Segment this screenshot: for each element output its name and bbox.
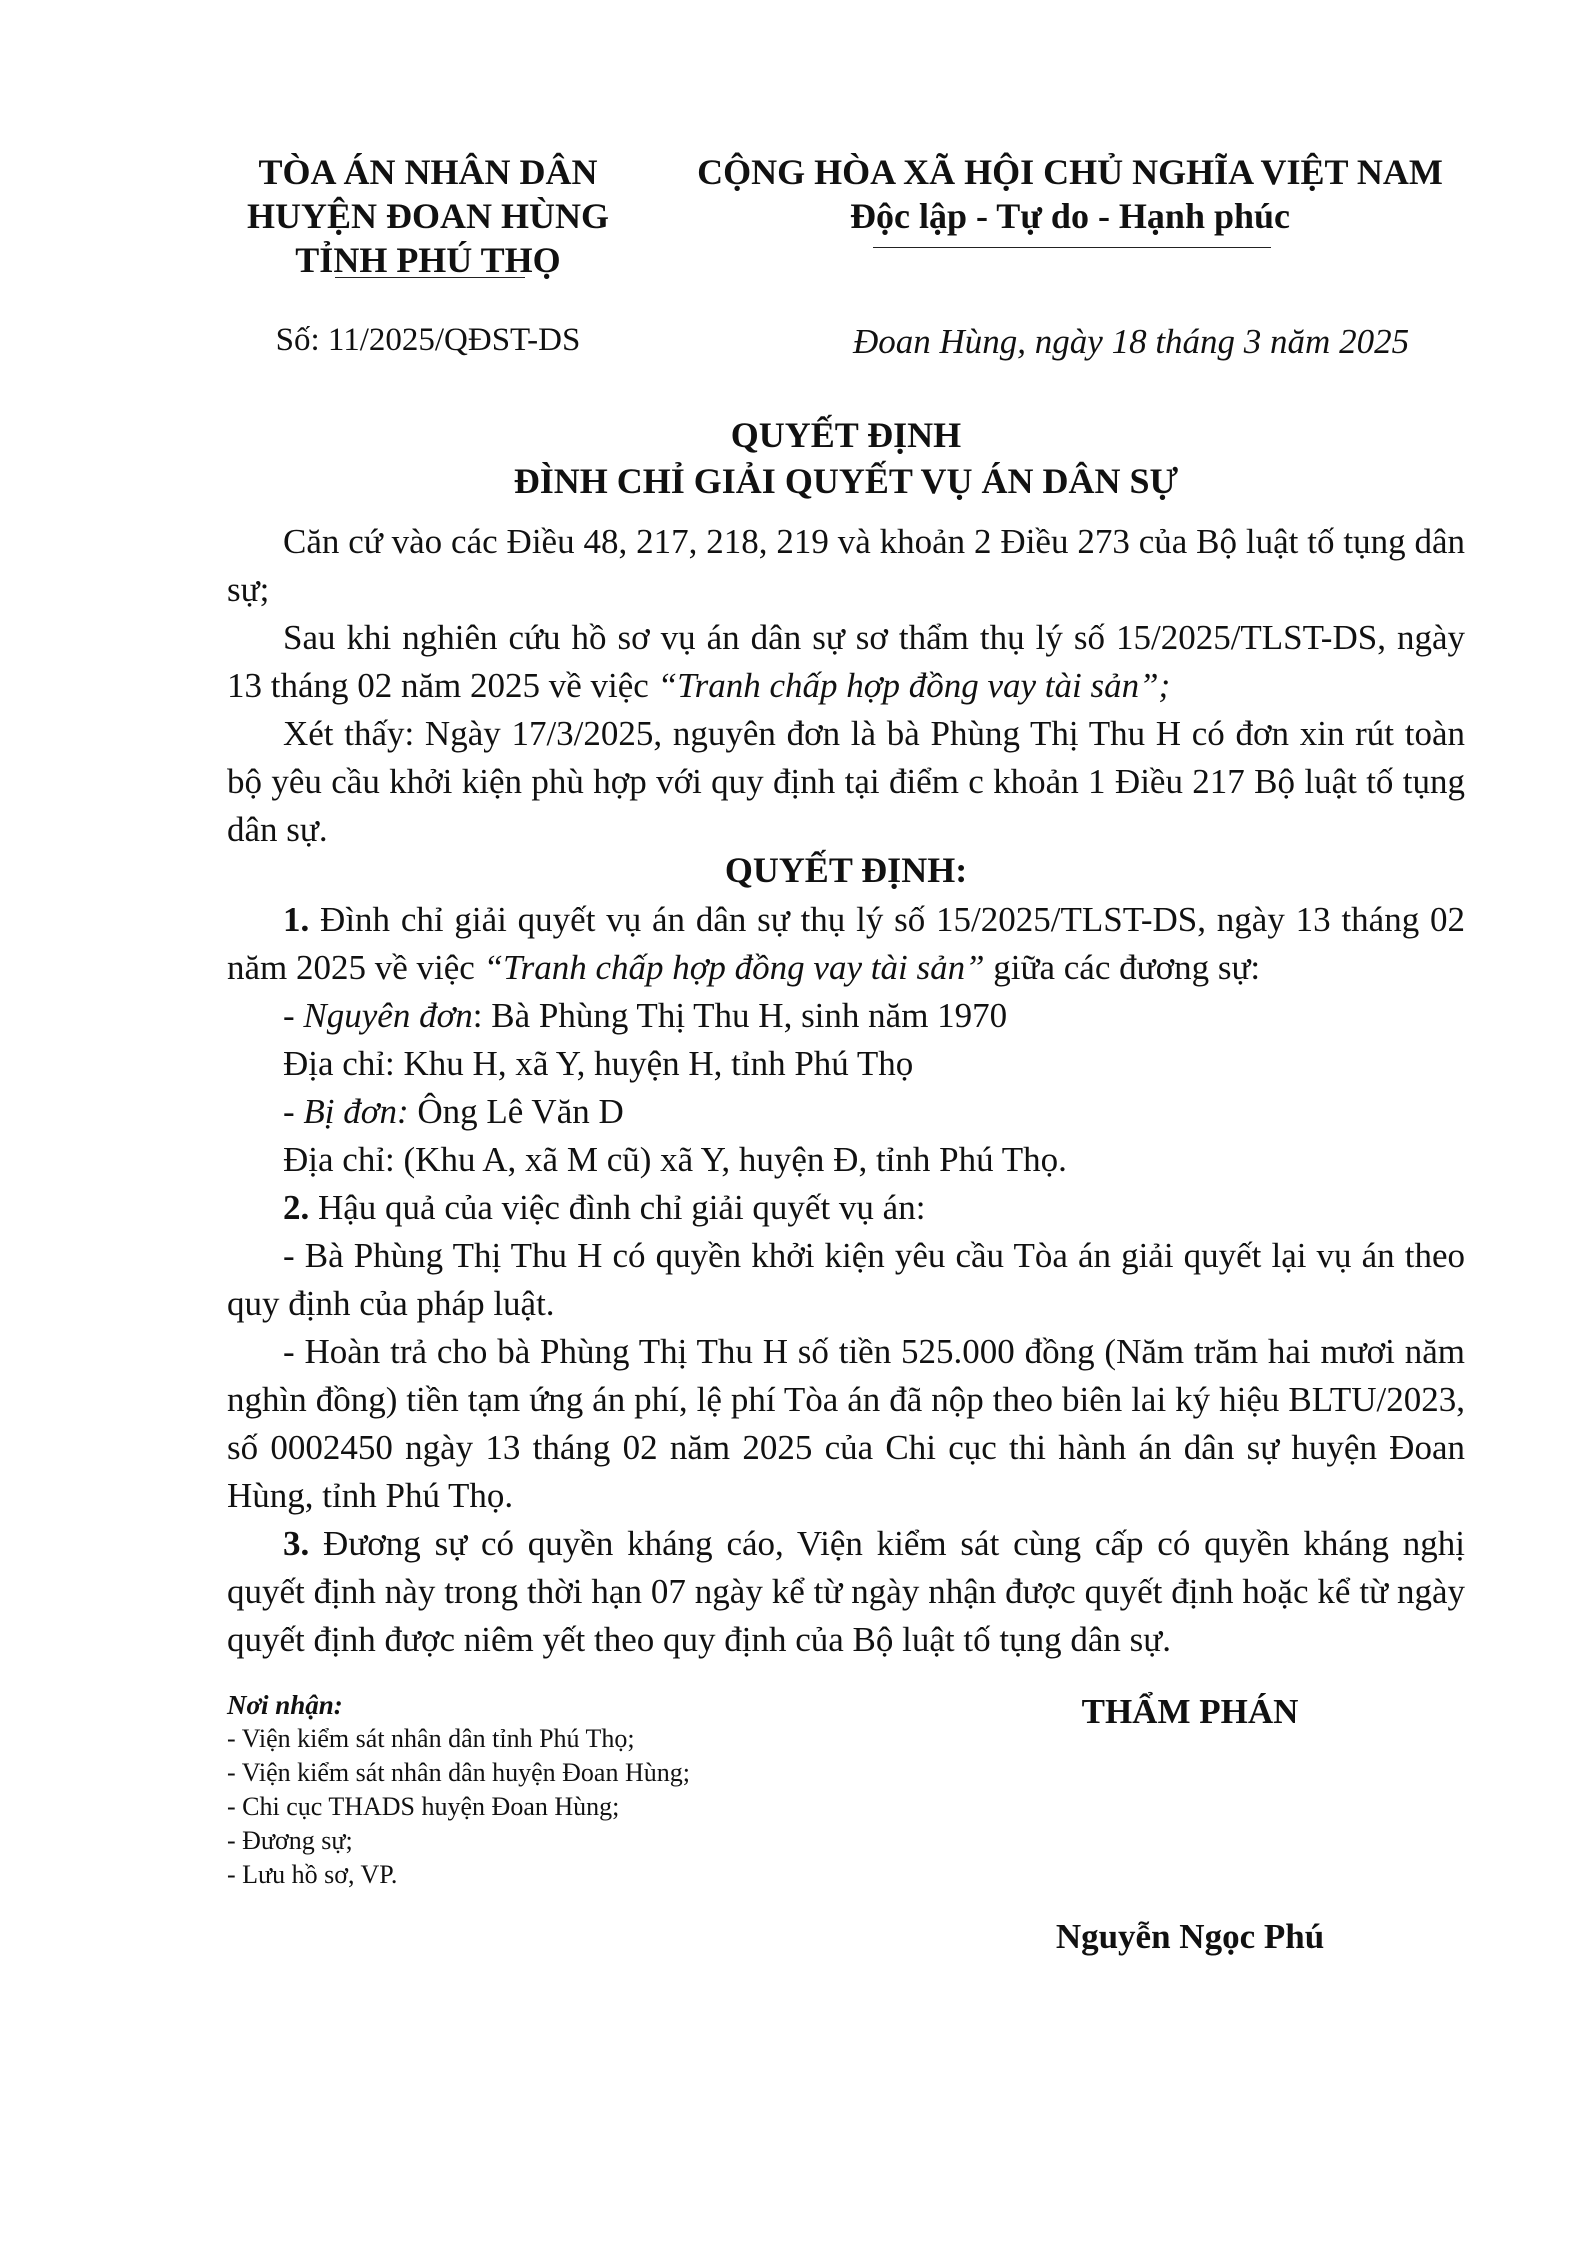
recipient-item: - Viện kiểm sát nhân dân tỉnh Phú Thọ; (227, 1724, 635, 1753)
decision-item-2 (227, 1184, 1465, 1232)
decision-item-1 (227, 896, 1465, 992)
item-3-text: Đương sự có quyền kháng cáo, Viện kiểm sát cùng cấp có quyền kháng nghị quyết định này trong thời hạn 07 ngày kể từ ngày nhận được quyết định hoặc kể từ ngày quyết định được niêm yết theo quy định của Bộ luật tố tụng dân sự. (227, 1524, 1465, 1659)
item-1-number: 1. (283, 900, 310, 939)
court-name-line-3: TỈNH PHÚ THỌ (295, 240, 561, 280)
preamble-legal-basis: Căn cứ vào các Điều 48, 217, 218, 219 và khoản 2 Điều 273 của Bộ luật tố tụng dân sự; (227, 522, 1465, 609)
nation-header (680, 150, 1460, 238)
case-subject: “Tranh chấp hợp đồng vay tài sản”; (657, 666, 1171, 705)
item-3-number: 3. (283, 1524, 310, 1563)
item-2-text: Hậu quả của việc đình chỉ giải quyết vụ án: (309, 1188, 926, 1227)
defendant-prefix: - (283, 1092, 304, 1131)
court-name-line-2: HUYỆN ĐOAN HÙNG (246, 196, 609, 236)
decision-heading: QUYẾT ĐỊNH: (724, 850, 968, 890)
preamble-finding: Xét thấy: Ngày 17/3/2025, nguyên đơn là bà Phùng Thị Thu H có đơn xin rút toàn bộ yêu cầu khởi kiện phù hợp với quy định tại điểm c khoản 1 Điều 217 Bộ luật tố tụng dân sự. (227, 714, 1465, 849)
defendant-address: Địa chỉ: (Khu A, xã M cũ) xã Y, huyện Đ, tỉnh Phú Thọ. (283, 1140, 1067, 1179)
item-1-text: Đình chỉ giải quyết vụ án dân sự thụ lý số 15/2025/TLST-DS, ngày 13 tháng 02 năm 2025 về việc (227, 900, 1465, 987)
plaintiff-line (227, 992, 1465, 1040)
court-header (228, 150, 628, 282)
case-review-text: Sau khi nghiên cứu hồ sơ vụ án dân sự sơ thẩm thụ lý số 15/2025/TLST-DS, ngày 13 tháng 02 năm 2025 về việc (227, 618, 1465, 705)
court-header-underline (335, 277, 525, 278)
document-number: Số: 11/2025/QĐST-DS (275, 322, 581, 358)
nation-name: CỘNG HÒA XÃ HỘI CHỦ NGHĨA VIỆT NAM (697, 152, 1443, 192)
decision-body (227, 896, 1465, 1664)
court-name-line-1: TÒA ÁN NHÂN DÂN (258, 152, 598, 192)
preamble (227, 518, 1465, 854)
decision-item-3 (227, 1520, 1465, 1664)
place-date: Đoan Hùng, ngày 18 tháng 3 năm 2025 (853, 322, 1410, 361)
consequence-b: - Hoàn trả cho bà Phùng Thị Thu H số tiền 525.000 đồng (Năm trăm hai mươi năm nghìn đồng) tiền tạm ứng án phí, lệ phí Tòa án đã nộp theo biên lai ký hiệu BLTU/2023, số 0002450 ngày 13 tháng 02 năm 2025 của Chi cục thi hành án dân sự huyện Đoan Hùng, tỉnh Phú Thọ. (227, 1332, 1465, 1515)
item-1-subject: “Tranh chấp hợp đồng vay tài sản” (483, 948, 985, 987)
nation-motto-underline (873, 247, 1271, 248)
plaintiff-text: : Bà Phùng Thị Thu H, sinh năm 1970 (472, 996, 1008, 1035)
title-line-2: ĐÌNH CHỈ GIẢI QUYẾT VỤ ÁN DÂN SỰ (513, 461, 1179, 501)
item-1-tail: giữa các đương sự: (984, 948, 1261, 987)
plaintiff-address: Địa chỉ: Khu H, xã Y, huyện H, tỉnh Phú Thọ (283, 1044, 914, 1083)
signature-role: THẨM PHÁN (1081, 1692, 1299, 1731)
recipient-item: - Viện kiểm sát nhân dân huyện Đoan Hùng; (227, 1758, 690, 1787)
nation-motto: Độc lập - Tự do - Hạnh phúc (849, 196, 1291, 236)
defendant-text: Ông Lê Văn D (408, 1092, 624, 1131)
defendant-line (227, 1088, 1465, 1136)
consequence-a: - Bà Phùng Thị Thu H có quyền khởi kiện yêu cầu Tòa án giải quyết lại vụ án theo quy định của pháp luật. (227, 1236, 1465, 1323)
title-line-1: QUYẾT ĐỊNH (730, 415, 962, 455)
defendant-label: Bị đơn: (303, 1092, 409, 1131)
recipient-item: - Lưu hồ sơ, VP. (227, 1860, 398, 1889)
signature-name: Nguyễn Ngọc Phú (1055, 1917, 1325, 1956)
item-2-number: 2. (283, 1188, 310, 1227)
plaintiff-prefix: - (283, 996, 304, 1035)
document-title (227, 412, 1465, 504)
recipient-item: - Đương sự; (227, 1826, 353, 1855)
plaintiff-label: Nguyên đơn (303, 996, 473, 1035)
recipient-item: - Chi cục THADS huyện Đoan Hùng; (227, 1792, 620, 1821)
recipients (227, 1688, 927, 1892)
recipients-title: Nơi nhận: (227, 1690, 343, 1720)
preamble-case-review (227, 614, 1465, 710)
